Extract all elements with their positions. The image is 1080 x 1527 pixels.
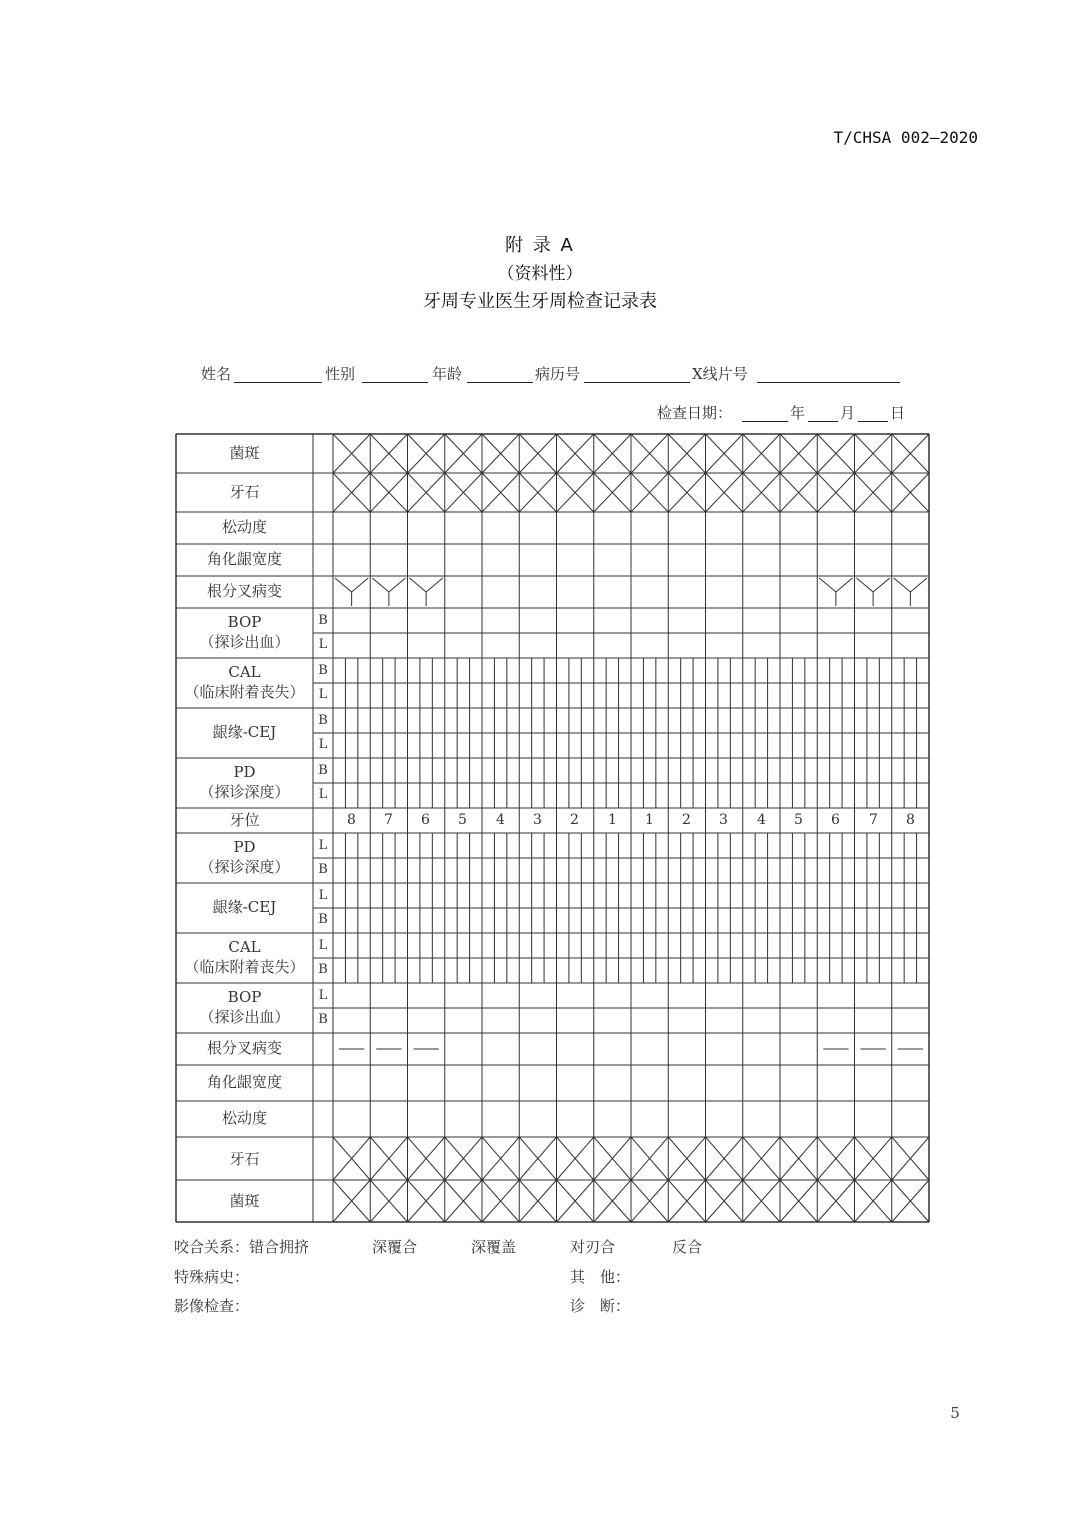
exam-day-label: 日 [890, 404, 906, 422]
furcation-mark [410, 578, 443, 592]
side-l-bop-upper: L [318, 637, 328, 652]
name-label: 姓名 [201, 365, 232, 383]
row-label-mobility-lower: 松动度 [221, 1109, 267, 1127]
occlusion-row [174, 1236, 309, 1258]
row-label-mobility-upper: 松动度 [221, 518, 267, 536]
row-sublabel-cal-upper: （临床附着丧失） [184, 683, 305, 701]
row-label-calculus-upper: 牙石 [229, 483, 260, 501]
xray-no-label: X线片号 [692, 365, 748, 383]
furcation-mark [335, 578, 368, 592]
tooth-number: 5 [458, 812, 467, 828]
imaging-label: 影像检查： [174, 1297, 250, 1315]
row-label-cal-lower: CAL [228, 938, 261, 956]
exam-month-label: 月 [840, 404, 856, 422]
row-label-plaque-lower: 菌斑 [229, 1192, 260, 1210]
special-history-label: 特殊病史： [174, 1268, 250, 1286]
tooth-number: 1 [608, 812, 617, 828]
sex-label: 性别 [325, 365, 356, 383]
row-label-pd-upper: PD [233, 763, 256, 781]
row-sublabel-bop-upper: （探诊出血） [199, 633, 290, 651]
occlusion-option[interactable]: 深覆盖 [471, 1238, 517, 1256]
occlusion-option[interactable]: 错合拥挤 [249, 1238, 310, 1256]
side-b-pd-upper: B [318, 763, 328, 778]
tooth-number: 8 [347, 812, 356, 828]
occlusion-option[interactable]: 对刃合 [570, 1238, 616, 1256]
row-label-furcation-lower: 根分叉病变 [206, 1039, 282, 1057]
tooth-number: 6 [831, 812, 840, 828]
row-label-furcation-upper: 根分叉病变 [206, 582, 282, 600]
age-label: 年龄 [432, 365, 463, 383]
side-l-gmcej-lower: L [318, 888, 328, 903]
occlusion-option[interactable]: 反合 [672, 1238, 703, 1256]
record-no-label: 病历号 [535, 365, 581, 383]
tooth-number: 5 [794, 812, 803, 828]
furcation-mark [857, 578, 890, 592]
side-l-pd-lower: L [318, 838, 328, 853]
row-label-cal-upper: CAL [228, 663, 261, 681]
exam-date-label: 检查日期： [657, 404, 733, 422]
row-label-plaque-upper: 菌斑 [229, 444, 260, 462]
appendix-title: 附 录 A [505, 235, 575, 256]
row-sublabel-pd-upper: （探诊深度） [199, 783, 290, 801]
row-label-gmcej-upper: 龈缘-CEJ [212, 723, 277, 741]
form-title: 牙周专业医生牙周检查记录表 [423, 291, 657, 312]
tooth-number: 7 [869, 812, 878, 828]
occlusion-label: 咬合关系： [174, 1238, 250, 1256]
row-label-bop-upper: BOP [227, 613, 262, 631]
row-label-keratinized-lower: 角化龈宽度 [206, 1073, 282, 1091]
row-label-bop-lower: BOP [227, 988, 262, 1006]
other-label: 其 他： [570, 1268, 631, 1286]
tooth-number: 3 [719, 812, 728, 828]
side-b-gmcej-upper: B [318, 713, 328, 728]
row-label-pd-lower: PD [233, 838, 256, 856]
side-l-bop-lower: L [318, 988, 328, 1003]
row-label-keratinized-upper: 角化龈宽度 [206, 550, 282, 568]
side-b-cal-upper: B [318, 663, 328, 678]
diagnosis-label: 诊 断： [570, 1297, 631, 1315]
furcation-mark [894, 578, 927, 592]
row-sublabel-pd-lower: （探诊深度） [199, 858, 290, 876]
tooth-number: 4 [757, 812, 766, 828]
tooth-number: 4 [496, 812, 505, 828]
side-l-gmcej-upper: L [318, 737, 328, 752]
side-b-cal-lower: B [318, 962, 328, 977]
exam-year-label: 年 [790, 404, 806, 422]
tooth-number: 6 [421, 812, 430, 828]
page-number: 5 [950, 1404, 960, 1422]
furcation-mark [819, 578, 852, 592]
standard-code: T/CHSA 002—2020 [833, 128, 978, 147]
tooth-number: 7 [384, 812, 393, 828]
side-b-pd-lower: B [318, 862, 328, 877]
row-label-tooth-position: 牙位 [229, 811, 260, 829]
tooth-number: 3 [533, 812, 542, 828]
row-sublabel-cal-lower: （临床附着丧失） [184, 958, 305, 976]
side-b-bop-lower: B [318, 1012, 328, 1027]
side-l-cal-lower: L [318, 938, 328, 953]
side-b-bop-upper: B [318, 613, 328, 628]
row-label-gmcej-lower: 龈缘-CEJ [212, 898, 277, 916]
furcation-mark [372, 578, 405, 592]
appendix-nature: （资料性） [497, 264, 583, 284]
side-l-cal-upper: L [318, 687, 328, 702]
row-sublabel-bop-lower: （探诊出血） [199, 1008, 290, 1026]
occlusion-option[interactable]: 深覆合 [372, 1238, 418, 1256]
tooth-number: 2 [682, 812, 691, 828]
tooth-number: 8 [906, 812, 915, 828]
tooth-number: 2 [570, 812, 579, 828]
row-label-calculus-lower: 牙石 [229, 1150, 260, 1168]
side-b-gmcej-lower: B [318, 912, 328, 927]
side-l-pd-upper: L [318, 787, 328, 802]
tooth-number: 1 [645, 812, 654, 828]
